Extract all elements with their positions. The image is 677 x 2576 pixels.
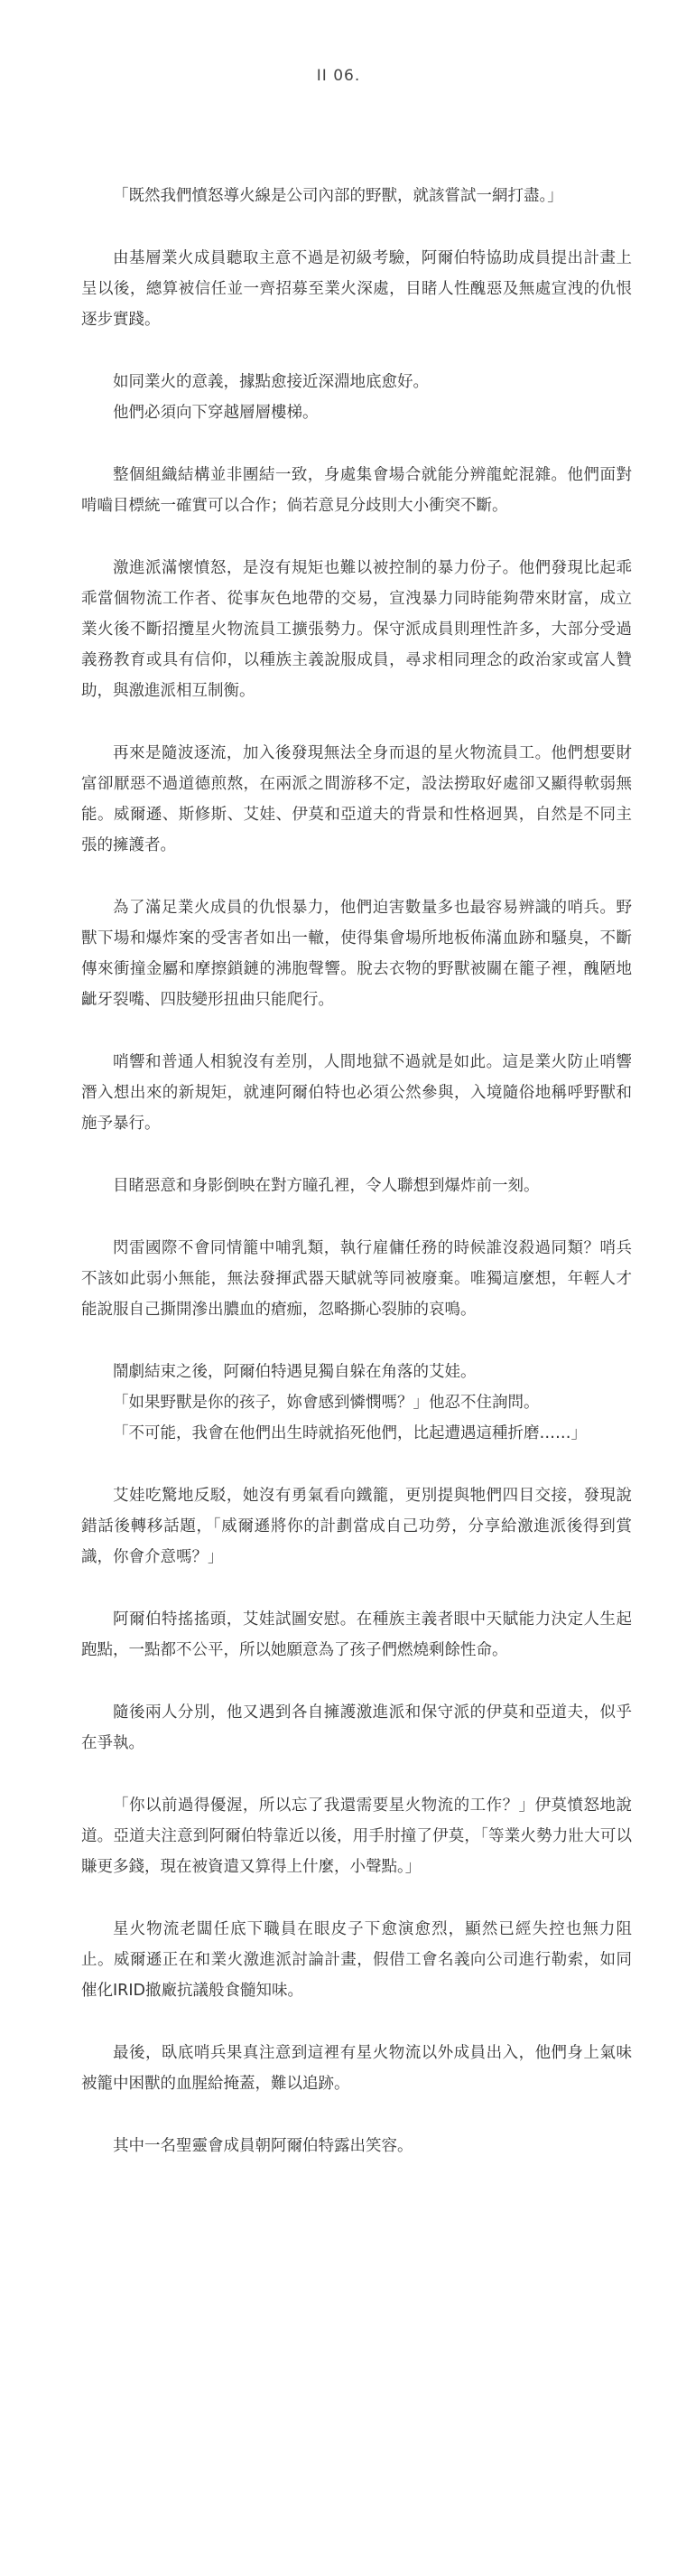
paragraph-7: 為了滿足業火成員的仇恨暴力，他們迫害數量多也最容易辨識的哨兵。野獸下場和爆炸案的受害者如出一轍，使得集會場所地板佈滿血跡和騷臭，不斷傳來衝撞金屬和摩擦鎖鏈的沸胞聲響。脫去衣物的野獸被關在籠子裡，醜陋地齜牙裂嘴、四肢變形扭曲只能爬行。 bbox=[81, 899, 632, 1009]
paragraph-3 bbox=[81, 367, 632, 428]
paragraph-3-line-1: 如同業火的意義，據點愈接近深淵地底愈好。 bbox=[113, 373, 429, 391]
paragraph-3-line-2: 他們必須向下穿越層層樓梯。 bbox=[113, 404, 319, 422]
paragraph-10: 閃雷國際不會同情籠中哺乳類，執行雇傭任務的時候誰沒殺過同類？哨兵不該如此弱小無能，無法發揮武器天賦就等同被廢棄。唯獨這麼想，年輕人才能說服自己撕開滲出膿血的瘡痂，忽略撕心裂肺的哀鳴。 bbox=[81, 1239, 632, 1319]
paragraph-9: 目睹惡意和身影倒映在對方瞳孔裡，令人聯想到爆炸前一刻。 bbox=[113, 1177, 540, 1195]
paragraph-8: 哨響和普通人相貌沒有差別，人間地獄不過就是如此。這是業火防止哨響潛入想出來的新規矩，就連阿爾伯特也必須公然參與，入境隨俗地稱呼野獸和施予暴行。 bbox=[81, 1053, 632, 1133]
paragraph-11-line-1: 鬧劇結束之後，阿爾伯特遇見獨自躲在角落的艾娃。 bbox=[113, 1363, 477, 1381]
chapter-title: II 06. bbox=[316, 67, 361, 85]
paragraph-17: 最後，臥底哨兵果真注意到這裡有星火物流以外成員出入，他們身上氣味被籠中困獸的血腥給掩蓋，難以追跡。 bbox=[81, 2044, 632, 2093]
paragraph-12: 艾娃吃驚地反駁，她沒有勇氣看向鐵籠，更別提與牠們四目交接，發現說錯話後轉移話題，「威爾遜將你的計劃當成自己功勞，分享給激進派後得到賞識，你會介意嗎？」 bbox=[81, 1487, 632, 1566]
paragraph-14: 隨後兩人分別，他又遇到各自擁護激進派和保守派的伊莫和亞道夫，似乎在爭執。 bbox=[81, 1703, 632, 1752]
paragraph-18: 其中一名聖靈會成員朝阿爾伯特露出笑容。 bbox=[113, 2137, 413, 2155]
paragraph-11-line-2: 「如果野獸是你的孩子，妳會感到憐憫嗎？」他忍不住詢問。 bbox=[113, 1394, 540, 1412]
paragraph-6: 再來是隨波逐流，加入後發現無法全身而退的星火物流員工。他們想要財富卻厭惡不過道德煎熬，在兩派之間游移不定，設法撈取好處卻又顯得軟弱無能。威爾遜、斯修斯、艾娃、伊莫和亞道夫的背景和性格迥異，自然是不同主張的擁護者。 bbox=[81, 744, 632, 854]
paragraph-11 bbox=[81, 1357, 632, 1449]
paragraph-1: 「既然我們憤怒導火線是公司內部的野獸，就該嘗試一網打盡。」 bbox=[113, 187, 563, 205]
paragraph-2: 由基層業火成員聽取主意不過是初級考驗，阿爾伯特協助成員提出計畫上呈以後，總算被信任並一齊招募至業火深處，目睹人性醜惡及無處宣洩的仇恨逐步實踐。 bbox=[81, 249, 632, 329]
paragraph-5: 激進派滿懷憤怒，是沒有規矩也難以被控制的暴力份子。他們發現比起乖乖當個物流工作者、從事灰色地帶的交易，宣洩暴力同時能夠帶來財富，成立業火後不斷招攬星火物流員工擴張勢力。保守派成員則理性許多，大部分受過義務教育或具有信仰，以種族主義說服成員，尋求相同理念的政治家或富人贊助，與激進派相互制衡。 bbox=[81, 559, 632, 700]
paragraph-13: 阿爾伯特搖搖頭，艾娃試圖安慰。在種族主義者眼中天賦能力決定人生起跑點，一點都不公平，所以她願意為了孩子們燃燒剩餘性命。 bbox=[81, 1610, 632, 1659]
story-body bbox=[81, 181, 632, 2193]
paragraph-15: 「你以前過得優渥，所以忘了我還需要星火物流的工作？」伊莫憤怒地說道。亞道夫注意到阿爾伯特靠近以後，用手肘撞了伊莫，「等業火勢力壯大可以賺更多錢，現在被資遣又算得上什麼，小聲點。」 bbox=[81, 1797, 632, 1876]
paragraph-16: 星火物流老闆任底下職員在眼皮子下愈演愈烈，顯然已經失控也無力阻止。威爾遜正在和業火激進派討論計畫，假借工會名義向公司進行勒索，如同催化IRID撤廠抗議般食髓知味。 bbox=[81, 1920, 632, 2000]
paragraph-11-line-3: 「不可能，我會在他們出生時就掐死他們，比起遭遇這種折磨……」 bbox=[113, 1424, 587, 1442]
paragraph-4: 整個組織結構並非團結一致，身處集會場合就能分辨龍蛇混雜。他們面對啃嚙目標統一確實可以合作；倘若意見分歧則大小衝突不斷。 bbox=[81, 466, 632, 515]
